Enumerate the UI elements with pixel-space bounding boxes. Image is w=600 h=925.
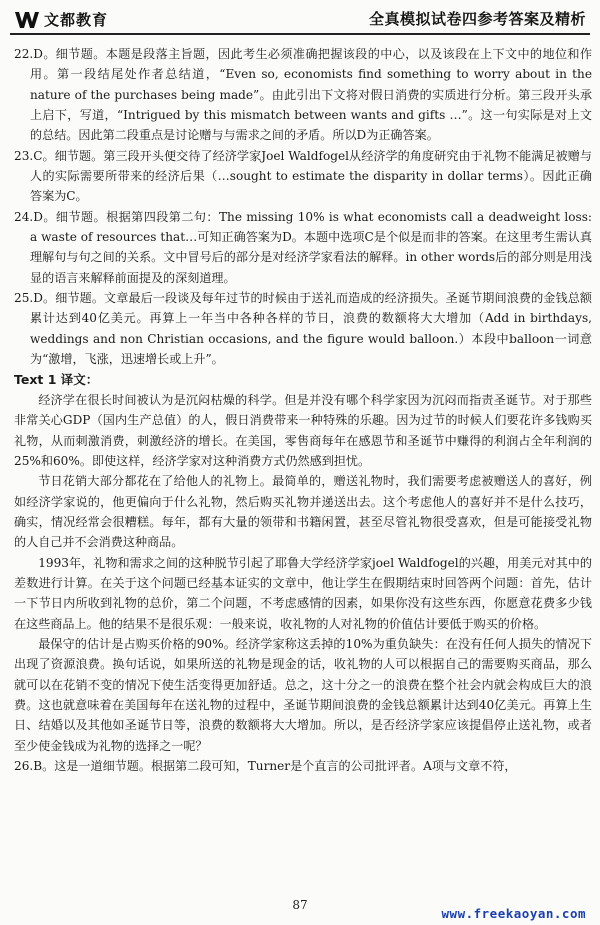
page-number: 87 <box>292 898 308 912</box>
translation-paragraph: 最保守的估计是占购买价格的90%。经济学家称这丢掉的10%为重负缺失：在没有任何人损失的情况下出现了资源浪费。换句话说，如果所送的礼物是现金的话，收礼物的人可以根据自己的需要购买商品，那么就可以在花销不变的情况下使生活变得更加舒适。总之，这十分之一的浪费在整个社会内就会构成巨大的浪费。这也就意味着在美国每年在送礼物的过程中，圣诞节期间浪费的金钱总额累计达到40亿美元。再算上生日、结婚以及其他如圣诞节日等，浪费的数额将大大增加。所以，是否经济学家应该提倡停止送礼物，或者至少使金钱成为礼物的选择之一呢？ <box>14 636 592 753</box>
answer-number: 26. <box>14 759 34 774</box>
translation-paragraph: 节日花销大部分都花在了给他人的礼物上。最简单的，赠送礼物时，我们需要考虑被赠送人的喜好，例如经济学家说的，他更偏向于什么礼物，然后购买礼物并递送出去。这个考虑他人的喜好并不是什么技巧，确实，情况经常会很糟糕。每年，都有大量的领带和书籍闲置，甚至尽管礼物很受喜欢，但是可能接受礼物的人自己并不会消费这种商品。 <box>14 474 592 550</box>
answer-text: C。细节题。第三段开头便交待了经济学家Joel Waldfogel从经济学的角度研究由于礼物不能满足被赠与人的实际需要所带来的经济后果（…sought to estimate the disparity in dollar terms）。因此正确答案为C。 <box>30 148 592 204</box>
answer-number: 24. <box>14 209 34 224</box>
answer-text: D。细节题。根据第四段第二句：The missing 10% is what economists call a deadweight loss: a waste of resources that…可知正确答案为D。本题中选项C是个似是而非的答案。在这里考生需认真理解句与句之间的关系。文中冒号后的部分是对经济学家看法的解释。in other words后的部分则是用浅显的语言来解释前面提及的深刻道理。 <box>30 209 592 285</box>
answer-26 <box>14 756 592 776</box>
page-header <box>0 0 600 40</box>
answer-number: 23. <box>14 148 34 163</box>
answer-text: D。细节题。文章最后一段谈及每年过节的时候由于送礼而造成的经济损失。圣诞节期间浪费的金钱总额累计达到40亿美元。再算上一年当中各种各样的节日，浪费的数额将大大增加（Add in birthdays, weddings and non Christian occasions, and the figure would balloon.）本段中balloon一词意为“激增，飞涨，迅速增长或上升”。 <box>30 291 592 367</box>
translation-paragraph: 1993年，礼物和需求之间的这种脱节引起了耶鲁大学经济学家joel Waldfogel的兴趣，用美元对其中的差数进行计算。在关于这个问题已经基本证实的文章中，他让学生在假期结束时回答两个问题：首先，估计一下节日内所收到礼物的总价，第二个问题，不考虑感情的因素，如果你没有这些东西，你愿意花费多少钱在这些商品上。他的结果不是很乐观：一般来说，收礼物的人对礼物的价值估计要低于购买的价格。 <box>14 555 592 631</box>
page-title: 全真模拟试卷四参考答案及精析 <box>368 10 586 28</box>
answer-number: 25. <box>14 291 34 306</box>
brand-logo <box>14 9 108 30</box>
page-content <box>14 44 592 776</box>
answer-text: B。这是一道细节题。根据第二段可知，Turner是个直言的公司批评者。A项与文章不符， <box>33 759 517 774</box>
answer-25 <box>14 288 592 369</box>
answer-text: D。细节题。本题是段落主旨题，因此考生必须准确把握该段的中心，以及该段在上下文中的地位和作用。第一段结尾处作者总结道，“Even so, economists find something to worry about in the nature of the purchases being made”。由此引出下文将对假日消费的实质进行分析。第三段开头承上启下，写道，“Intrigued by this mismatch between wants and gifts …”。这一句实际是对上文的总结。因此第二段重点是讨论赠与与需求之间的矛盾。所以D为正确答案。 <box>30 47 592 143</box>
wendu-logo-icon <box>14 10 40 30</box>
answer-22 <box>14 44 592 146</box>
answer-number: 22. <box>14 47 34 61</box>
logo-text: 文都教育 <box>44 11 109 29</box>
answer-24 <box>14 207 592 288</box>
translation-heading: Text 1 译文： <box>14 371 99 387</box>
header-divider <box>10 33 590 35</box>
translation-paragraph: 经济学在很长时间被认为是沉闷枯燥的科学。但是并没有哪个科学家因为沉闷而指责圣诞节。对于那些非常关心GDP（国内生产总值）的人，假日消费带来一种特殊的乐趣。因为过节的时候人们要花许多钱购买礼物，从而刺激消费，刺激经济的增长。在美国，零售商每年在感恩节和圣诞节中赚得的利润占全年利润的25%和60%。即使这样，经济学家对这种消费方式仍然感到担忧。 <box>14 392 592 468</box>
answer-23 <box>14 146 592 207</box>
site-watermark: www.freekaoyan.com <box>441 906 586 921</box>
